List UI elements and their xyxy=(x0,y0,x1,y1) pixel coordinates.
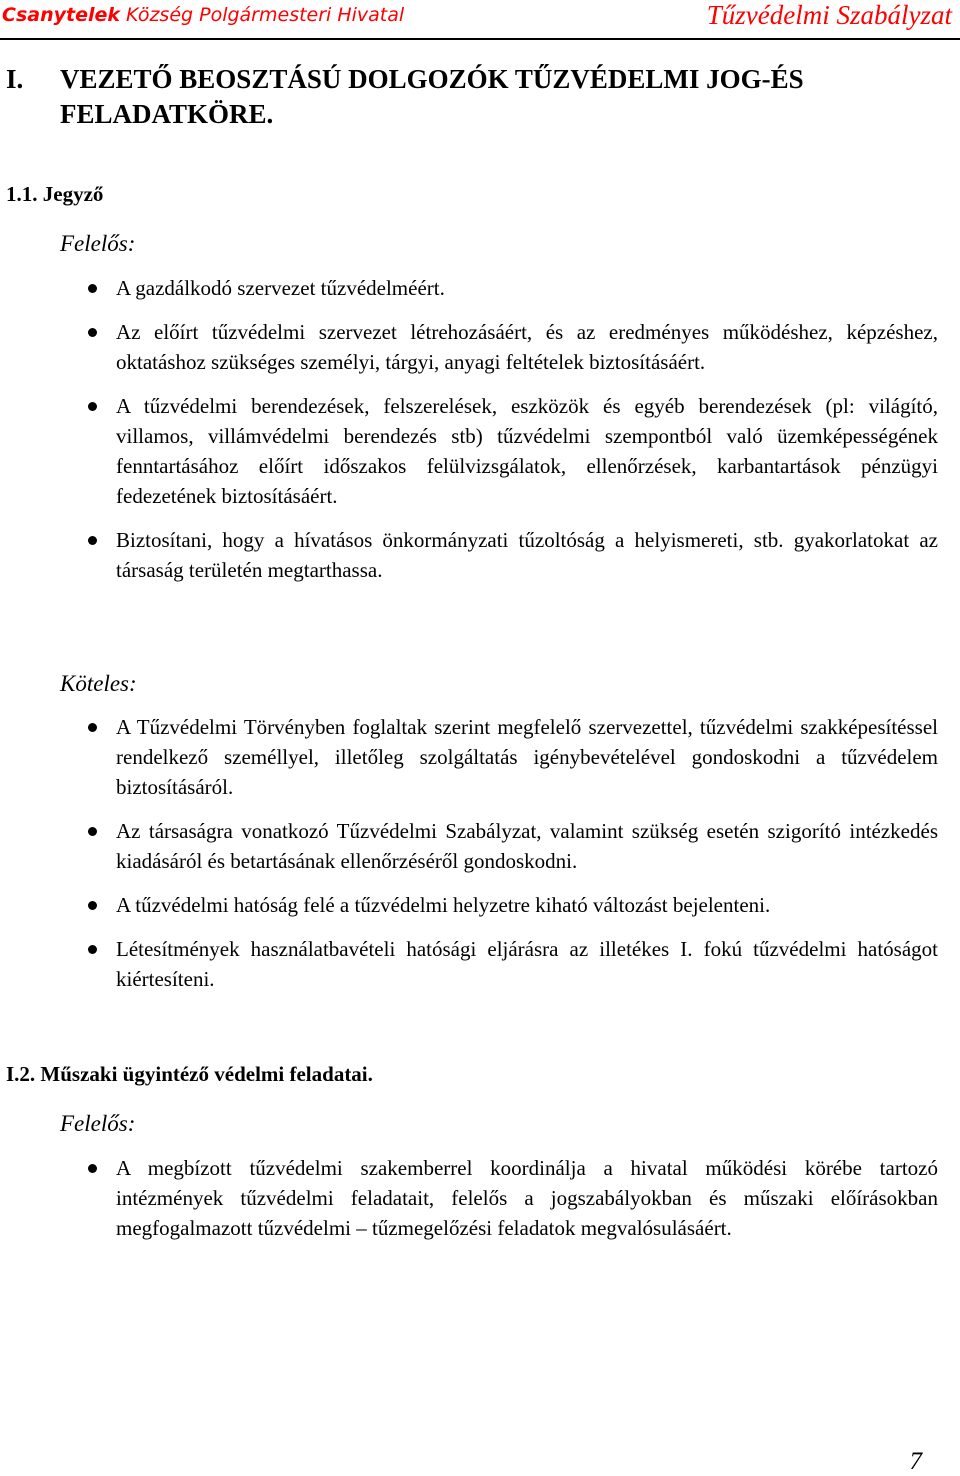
bullet-icon xyxy=(88,827,97,836)
organization-name-rest: Község Polgármesteri Hivatal xyxy=(126,4,405,26)
list-item: Az előírt tűzvédelmi szervezet létrehozásáért, és az eredményes működéshez, képzéshez, oktatáshoz szükséges személyi, tárgyi, anyagi feltételek biztosításáért. xyxy=(88,317,938,377)
bullet-icon xyxy=(88,284,97,293)
list-item: Az társaságra vonatkozó Tűzvédelmi Szabályzat, valamint szükség esetén szigorító intézkedés kiadásáról és betartásának ellenőrzéséről gondoskodni. xyxy=(88,816,938,876)
document-title: Tűzvédelmi Szabályzat xyxy=(706,0,952,30)
list-item: A tűzvédelmi berendezések, felszerelések, eszközök és egyéb berendezések (pl: világító, villamos, villámvédelmi berendezés stb) tűzvédelmi szempontból való üzemképességének fenntartásához előírt időszakos felülvizsgálatok, ellenőrzések, karbantartások pénzügyi fedezetének biztosításáért. xyxy=(88,391,938,511)
bullet-icon xyxy=(88,945,97,954)
list-item: A Tűzvédelmi Törvényben foglaltak szerint megfelelő szervezettel, tűzvédelmi szakképesítéssel rendelkező személlyel, illetőleg szolgáltatás igénybevételével gondoskodni a tűzvédelem biztosításáról. xyxy=(88,712,938,802)
bullet-icon xyxy=(88,402,97,411)
bullet-icon xyxy=(88,901,97,910)
section-title-line1: VEZETŐ BEOSZTÁSÚ DOLGOZÓK TŰZVÉDELMI JOG-ÉS xyxy=(60,64,804,94)
subsection-heading-jegyzo: 1.1. Jegyző xyxy=(6,182,104,206)
bullet-icon xyxy=(88,1164,97,1173)
organization-name xyxy=(2,4,404,26)
section-number: I. xyxy=(6,64,24,94)
koteles-list xyxy=(88,712,938,994)
felelos-label: Felelős: xyxy=(60,231,136,256)
section-title-line2: FELADATKÖRE. xyxy=(60,99,274,129)
page-header xyxy=(0,0,960,38)
felelos-list xyxy=(88,273,938,585)
felelos-list-2 xyxy=(88,1153,938,1243)
bullet-icon xyxy=(88,723,97,732)
list-item: A megbízott tűzvédelmi szakemberrel koordinálja a hivatal működési körébe tartozó intézmények tűzvédelmi feladatait, felelős a jogszabályokban és műszaki előírásokban megfogalmazott tűzvédelmi – tűzmegelőzési feladatok megvalósulásáért. xyxy=(88,1153,938,1243)
list-item: Létesítmények használatbavételi hatósági eljárásra az illetékes I. fokú tűzvédelmi hatóságot kiértesíteni. xyxy=(88,934,938,994)
section-title xyxy=(6,62,946,132)
list-item: A tűzvédelmi hatóság felé a tűzvédelmi helyzetre kiható változást bejelenteni. xyxy=(88,890,938,920)
page-number: 7 xyxy=(909,1448,922,1475)
bullet-icon xyxy=(88,536,97,545)
list-item: Biztosítani, hogy a hívatásos önkormányzati tűzoltóság a helyismereti, stb. gyakorlatokat az társaság területén megtarthassa. xyxy=(88,525,938,585)
organization-name-bold: Csanytelek xyxy=(2,4,120,26)
felelos-label-2: Felelős: xyxy=(60,1111,136,1136)
subsection-heading-muszaki: I.2. Műszaki ügyintéző védelmi feladatai. xyxy=(6,1062,373,1086)
bullet-icon xyxy=(88,328,97,337)
list-item: A gazdálkodó szervezet tűzvédelméért. xyxy=(88,273,938,303)
koteles-label: Köteles: xyxy=(60,671,137,696)
header-divider xyxy=(0,38,960,40)
